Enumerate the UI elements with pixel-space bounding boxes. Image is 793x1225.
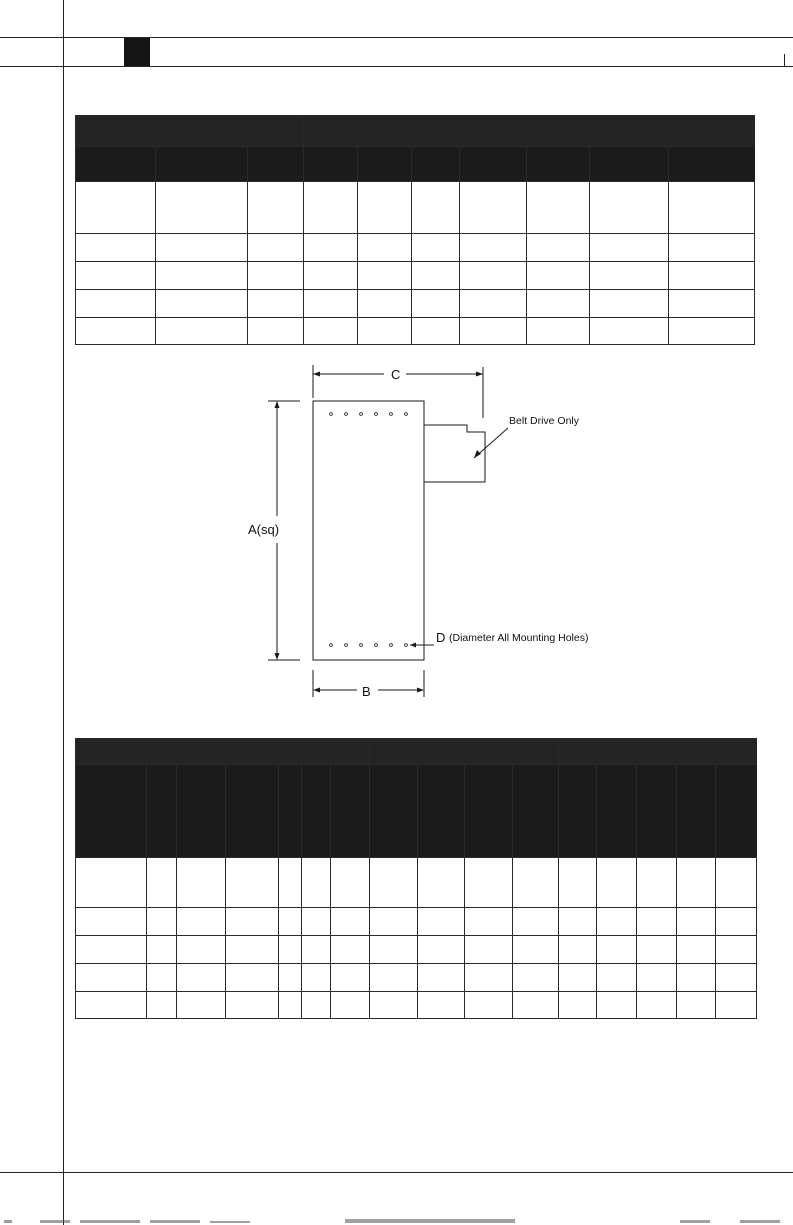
section-tab-marker — [124, 38, 150, 66]
table-2-column-header — [370, 765, 418, 858]
table-cell — [358, 318, 412, 345]
table-cell — [370, 936, 418, 964]
table-row — [76, 936, 757, 964]
table-2-column-header — [226, 765, 279, 858]
footer-rule — [0, 1172, 793, 1173]
table-cell — [358, 290, 412, 318]
table-2-column-header — [331, 765, 370, 858]
table-row — [76, 318, 755, 345]
table-cell — [559, 936, 597, 964]
dimension-a-label: A(sq) — [248, 522, 280, 537]
table-cell — [370, 992, 418, 1019]
table-cell — [412, 182, 460, 234]
table-row — [76, 182, 755, 234]
header-edge-tick — [784, 54, 792, 66]
table-2-column-header — [716, 765, 757, 858]
table-cell — [177, 964, 226, 992]
table-cell — [527, 290, 590, 318]
table-cell — [156, 290, 248, 318]
table-cell — [677, 936, 716, 964]
table-cell — [677, 858, 716, 908]
table-cell — [637, 936, 677, 964]
table-cell — [226, 908, 279, 936]
mounting-hole-note: (Diameter All Mounting Holes) — [449, 632, 589, 644]
table-cell — [248, 290, 304, 318]
table-2-column-header-row — [76, 765, 757, 858]
table-cell — [465, 936, 513, 964]
table-1-column-header — [460, 147, 527, 182]
table-cell — [226, 992, 279, 1019]
table-row — [76, 290, 755, 318]
table-cell — [304, 234, 358, 262]
table-cell — [590, 290, 669, 318]
table-cell — [331, 858, 370, 908]
table-1-column-header — [76, 147, 156, 182]
table-cell — [370, 858, 418, 908]
table-cell — [248, 318, 304, 345]
table-cell — [418, 858, 465, 908]
footer-artifact-strip — [0, 1218, 793, 1225]
table-cell — [76, 936, 147, 964]
table-1-column-header — [412, 147, 460, 182]
mounting-holes — [330, 413, 408, 647]
table-1-group-header-cell — [304, 116, 755, 147]
table-cell — [279, 992, 302, 1019]
table-cell — [76, 992, 147, 1019]
table-cell — [177, 908, 226, 936]
table-row — [76, 234, 755, 262]
table-cell — [147, 936, 177, 964]
table-cell — [331, 964, 370, 992]
table-cell — [669, 234, 755, 262]
table-cell — [358, 182, 412, 234]
table-2-column-header — [76, 765, 147, 858]
table-cell — [677, 908, 716, 936]
table-cell — [669, 182, 755, 234]
table-cell — [677, 992, 716, 1019]
table-cell — [460, 182, 527, 234]
spec-table-lower — [75, 738, 757, 1019]
table-cell — [76, 858, 147, 908]
table-cell — [559, 964, 597, 992]
table-2-column-header — [302, 765, 331, 858]
table-cell — [669, 290, 755, 318]
table-cell — [559, 858, 597, 908]
table-row — [76, 262, 755, 290]
table-cell — [331, 908, 370, 936]
table-cell — [302, 992, 331, 1019]
table-cell — [147, 992, 177, 1019]
table-cell — [147, 858, 177, 908]
table-cell — [226, 936, 279, 964]
table-cell — [302, 964, 331, 992]
table-cell — [559, 992, 597, 1019]
table-cell — [358, 262, 412, 290]
table-cell — [302, 908, 331, 936]
table-1-column-header — [248, 147, 304, 182]
table-cell — [370, 908, 418, 936]
table-1-column-header — [669, 147, 755, 182]
table-2-group-header-cell — [559, 739, 757, 765]
housing-outline — [313, 401, 424, 660]
table-cell — [465, 992, 513, 1019]
table-2-column-header — [418, 765, 465, 858]
table-2-column-header — [559, 765, 597, 858]
table-cell — [76, 964, 147, 992]
table-cell — [590, 182, 669, 234]
table-cell — [527, 262, 590, 290]
table-cell — [597, 908, 637, 936]
table-cell — [302, 858, 331, 908]
table-cell — [279, 936, 302, 964]
table-cell — [412, 290, 460, 318]
table-cell — [527, 182, 590, 234]
table-cell — [597, 936, 637, 964]
table-2-column-header — [637, 765, 677, 858]
table-1-column-header — [156, 147, 248, 182]
table-cell — [597, 858, 637, 908]
table-row — [76, 992, 757, 1019]
table-cell — [279, 964, 302, 992]
table-cell — [331, 936, 370, 964]
table-cell — [513, 908, 559, 936]
dimension-c-label: C — [391, 367, 401, 382]
table-cell — [418, 964, 465, 992]
table-cell — [465, 964, 513, 992]
dimension-b-label: B — [362, 684, 371, 699]
table-cell — [418, 992, 465, 1019]
table-cell — [460, 234, 527, 262]
table-cell — [226, 858, 279, 908]
table-cell — [513, 858, 559, 908]
table-2-column-header — [677, 765, 716, 858]
table-cell — [177, 992, 226, 1019]
spec-table-upper — [75, 115, 755, 345]
table-cell — [418, 908, 465, 936]
table-cell — [637, 908, 677, 936]
table-2-column-header — [465, 765, 513, 858]
table-cell — [597, 964, 637, 992]
table-cell — [716, 858, 757, 908]
table-cell — [465, 908, 513, 936]
table-cell — [418, 936, 465, 964]
header-rule-top — [0, 37, 793, 38]
table-cell — [527, 318, 590, 345]
table-1-column-header — [304, 147, 358, 182]
table-cell — [156, 318, 248, 345]
table-row — [76, 964, 757, 992]
table-cell — [527, 234, 590, 262]
table-cell — [716, 908, 757, 936]
dimension-d-label: D — [436, 630, 446, 645]
table-2-column-header — [147, 765, 177, 858]
table-cell — [465, 858, 513, 908]
table-2-group-header-cell — [370, 739, 559, 765]
table-cell — [226, 964, 279, 992]
table-cell — [637, 964, 677, 992]
table-cell — [279, 908, 302, 936]
dimension-diagram — [230, 358, 630, 708]
table-cell — [513, 964, 559, 992]
table-cell — [147, 908, 177, 936]
table-cell — [147, 964, 177, 992]
table-cell — [597, 992, 637, 1019]
table-cell — [590, 262, 669, 290]
table-cell — [716, 964, 757, 992]
table-cell — [370, 964, 418, 992]
table-cell — [304, 290, 358, 318]
table-cell — [279, 858, 302, 908]
table-1-group-header-cell — [76, 116, 304, 147]
table-cell — [590, 318, 669, 345]
table-cell — [304, 318, 358, 345]
table-1-column-header — [527, 147, 590, 182]
table-cell — [248, 182, 304, 234]
table-cell — [460, 318, 527, 345]
table-1-column-header-row — [76, 147, 755, 182]
table-cell — [412, 318, 460, 345]
table-row — [76, 858, 757, 908]
table-1-column-header — [358, 147, 412, 182]
table-2-column-header — [177, 765, 226, 858]
table-cell — [76, 908, 147, 936]
table-cell — [177, 858, 226, 908]
table-2-group-header-row — [76, 739, 757, 765]
table-cell — [76, 182, 156, 234]
table-cell — [304, 182, 358, 234]
table-cell — [76, 318, 156, 345]
table-cell — [302, 936, 331, 964]
table-cell — [248, 262, 304, 290]
table-cell — [76, 290, 156, 318]
table-cell — [156, 262, 248, 290]
table-cell — [460, 290, 527, 318]
table-1-column-header — [590, 147, 669, 182]
table-cell — [513, 936, 559, 964]
table-cell — [559, 908, 597, 936]
table-2-column-header — [597, 765, 637, 858]
table-cell — [156, 234, 248, 262]
table-cell — [637, 858, 677, 908]
table-cell — [76, 234, 156, 262]
table-cell — [156, 182, 248, 234]
table-cell — [513, 992, 559, 1019]
table-cell — [76, 262, 156, 290]
table-cell — [669, 262, 755, 290]
table-cell — [248, 234, 304, 262]
table-cell — [412, 234, 460, 262]
table-cell — [412, 262, 460, 290]
margin-rule — [63, 0, 64, 1225]
table-cell — [716, 992, 757, 1019]
table-cell — [669, 318, 755, 345]
table-cell — [304, 262, 358, 290]
table-cell — [358, 234, 412, 262]
table-cell — [677, 964, 716, 992]
table-cell — [331, 992, 370, 1019]
table-2-column-header — [513, 765, 559, 858]
table-1-group-header-row — [76, 116, 755, 147]
table-cell — [460, 262, 527, 290]
table-cell — [590, 234, 669, 262]
belt-drive-note: Belt Drive Only — [509, 415, 580, 427]
table-cell — [716, 936, 757, 964]
table-2-column-header — [279, 765, 302, 858]
table-cell — [637, 992, 677, 1019]
table-cell — [177, 936, 226, 964]
table-row — [76, 908, 757, 936]
table-2-group-header-cell — [76, 739, 370, 765]
header-rule-bottom — [0, 66, 793, 67]
